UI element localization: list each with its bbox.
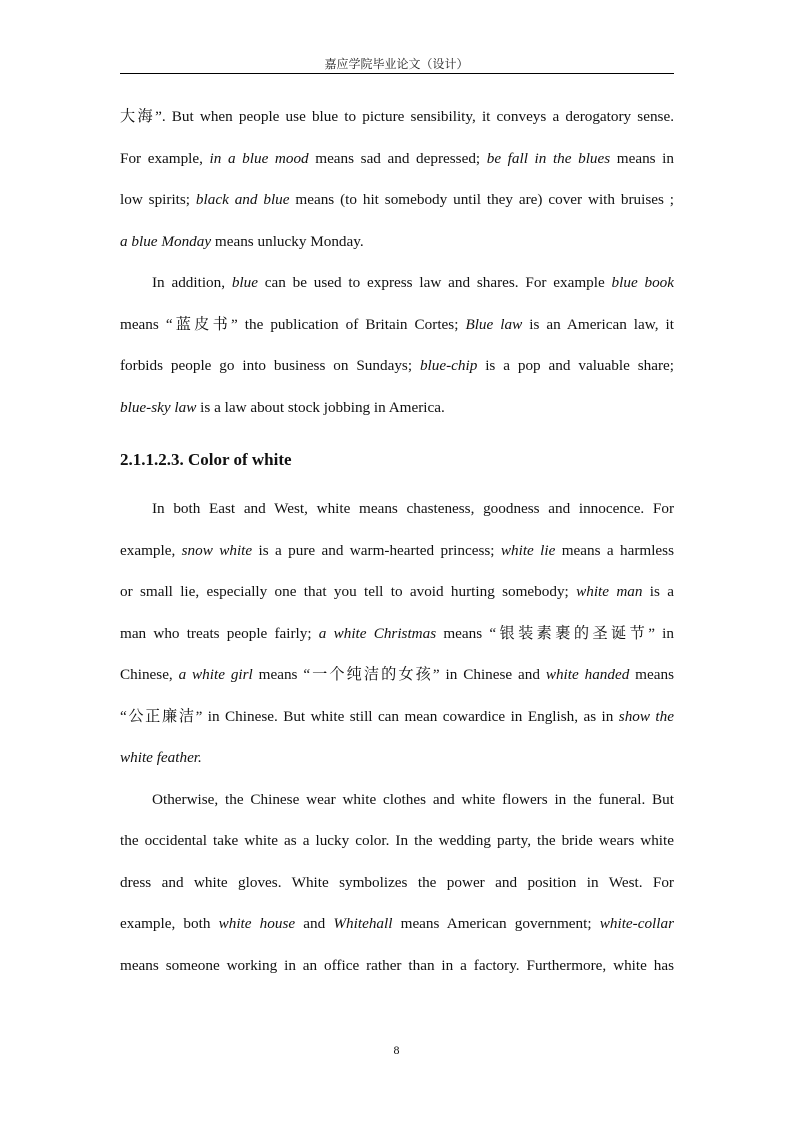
text-run: In addition, [152, 274, 232, 291]
italic-term: blue-sky law [120, 398, 197, 416]
text-run: means a harmless [555, 541, 674, 559]
text-run: man who treats people fairly; [120, 624, 319, 642]
paragraph-blue-law-shares [120, 268, 674, 434]
text-run: forbids people go into business on Sundays; [120, 357, 420, 374]
text-run: “公正廉洁” in Chinese. But white still can mean cowardice in English, as in [120, 707, 619, 725]
page-number: 8 [393, 1043, 400, 1057]
paragraph-white-chasteness [120, 494, 674, 785]
text-run: means sad and depressed; [308, 149, 487, 167]
text-run: example, both [120, 915, 219, 932]
text-run: low spirits; [120, 191, 196, 208]
text-run: the occidental take white as a lucky color. In the wedding party, the bride wears white [120, 832, 674, 849]
text-line [120, 619, 674, 661]
text-run: means “银装素裹的圣诞节” in [436, 624, 674, 642]
text-run: is an American law, it [522, 315, 674, 333]
text-run: means “一个纯洁的女孩” in Chinese and [252, 666, 546, 683]
text-line [120, 494, 674, 536]
text-run: means “蓝皮书” the publication of Britain Cortes; [120, 315, 466, 333]
text-line [120, 785, 674, 827]
italic-term: blue book [611, 274, 674, 291]
document-body [120, 102, 674, 992]
header-divider [120, 73, 674, 74]
text-run: is a pop and valuable share; [477, 357, 674, 374]
text-run: is a law about stock jobbing in America. [196, 398, 445, 416]
text-line [120, 536, 674, 578]
italic-term: white man [576, 583, 643, 600]
text-run: means in [610, 149, 674, 167]
text-run: means someone working in an office rather than in a factory. Furthermore, white has [120, 956, 674, 974]
italic-term: snow white [181, 541, 253, 559]
text-line [120, 868, 674, 910]
italic-term: white house [218, 915, 296, 932]
italic-term: white feather. [120, 749, 202, 766]
text-line [120, 702, 674, 744]
text-run: means [629, 666, 674, 683]
text-line [120, 743, 674, 785]
text-run: dress and white gloves. White symbolizes the power and position in West. For [120, 873, 674, 891]
text-line [120, 351, 674, 393]
text-run: or small lie, especially one that you tell to avoid hurting somebody; [120, 583, 577, 600]
italic-term: a blue Monday [120, 232, 212, 250]
text-run: In both East and West, white means chasteness, goodness and innocence. For [152, 500, 674, 517]
italic-term: a white Christmas [318, 624, 437, 642]
text-run: means (to hit somebody until they are) cover with bruises ; [289, 191, 674, 208]
text-run: and [295, 915, 334, 932]
text-line [120, 227, 674, 269]
italic-term: blue [231, 274, 258, 291]
text-line [120, 185, 674, 227]
text-run: Chinese, [120, 666, 179, 683]
text-run: is a pure and warm-hearted princess; [252, 541, 501, 559]
paragraph-blue-derogatory [120, 102, 674, 268]
text-line [120, 577, 674, 619]
text-run: means American government; [392, 915, 600, 932]
text-run: is a [642, 583, 674, 600]
italic-term: be fall in the blues [486, 149, 611, 167]
italic-term: white handed [545, 666, 630, 683]
italic-term: in a blue mood [209, 149, 309, 167]
text-run: can be used to express law and shares. For example [257, 274, 612, 291]
text-line [120, 268, 674, 310]
text-run: For example, [120, 149, 210, 167]
text-line [120, 660, 674, 702]
text-line [120, 909, 674, 951]
text-line [120, 144, 674, 186]
italic-term: white lie [500, 541, 556, 559]
text-line [120, 310, 674, 352]
italic-term: Blue law [465, 315, 523, 333]
italic-term: black and blue [195, 191, 290, 208]
text-line [120, 826, 674, 868]
text-run: Otherwise, the Chinese wear white clothes and white flowers in the funeral. But [152, 790, 674, 808]
text-run: means unlucky Monday. [211, 232, 364, 250]
text-line [120, 951, 674, 993]
paragraph-white-funeral-wedding [120, 785, 674, 993]
italic-term: Whitehall [333, 915, 393, 932]
italic-term: white-collar [599, 915, 674, 932]
text-run: 大海”. But when people use blue to picture sensibility, it conveys a derogatory sense. [120, 108, 674, 125]
italic-term: show the [618, 707, 674, 725]
text-run: example, [120, 541, 182, 559]
italic-term: a white girl [178, 666, 253, 683]
text-line [120, 393, 674, 435]
italic-term: blue-chip [419, 357, 478, 374]
section-heading-color-of-white: 2.1.1.2.3. Color of white [120, 450, 292, 469]
page-header-title: 嘉应学院毕业论文（设计） [324, 57, 469, 71]
text-line [120, 102, 674, 144]
